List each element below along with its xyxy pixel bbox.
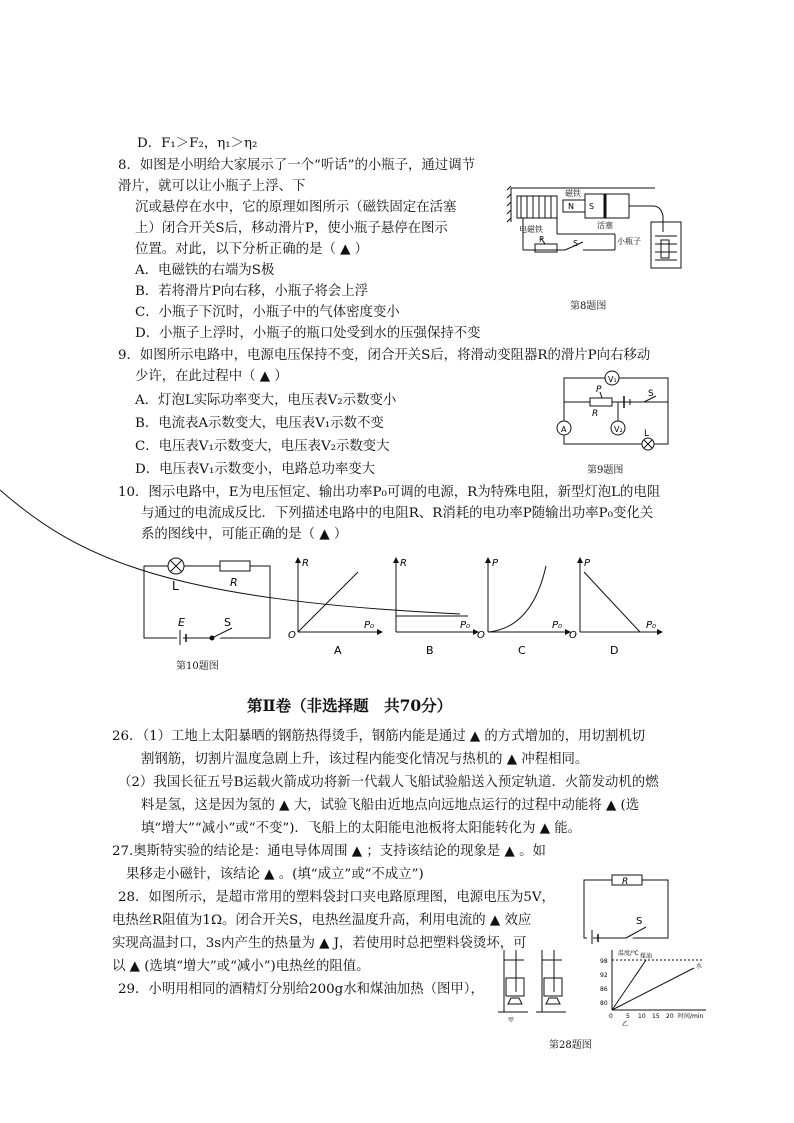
fig28-time-axis: 时间/min — [678, 1013, 704, 1020]
q27-line2: 果移走小磁针，该结论 ▲ 。(填“成立”或“不成立”) — [126, 867, 424, 882]
fig28-tick-92: 92 — [600, 972, 608, 979]
q28-line4: 以 ▲ (选填“增大”或“减小”)电热丝的阻值。 — [112, 959, 370, 974]
fig28-caption: 第28题图 — [549, 1040, 592, 1051]
graph-c-y-label: P — [492, 558, 499, 569]
fig10-resistor-label: R — [230, 576, 238, 589]
graph-a-letter: A — [334, 644, 342, 657]
graph-c-letter: C — [518, 644, 526, 657]
fig28-circuit-diagram — [580, 872, 672, 944]
fig8-slider-label: P — [539, 235, 544, 244]
fig28-jia-label: 甲 — [508, 1017, 515, 1024]
fig9-circuit-diagram — [552, 370, 676, 456]
graph-a-x-label: P₀ — [364, 620, 375, 631]
fig28-experiment-figure — [494, 946, 716, 1032]
q10-stem-line2: 与通过的电流成反比．下列描述电路中的电阻R、R消耗的电功率P随输出功率P₀变化关 — [141, 506, 654, 521]
graph-b-letter: B — [426, 644, 434, 657]
fig8-magnet-label: 磁铁 — [565, 189, 581, 198]
graph-b-x-label: P₀ — [460, 620, 471, 631]
q28-line2: 电热丝R阻值为1Ω。闭合开关S，电热丝温度升高，利用电流的 ▲ 效应 — [112, 913, 532, 928]
q28-line3: 实现高温封口，3s内产生的热量为 ▲ J，若使用时总把塑料袋烫坏，可 — [112, 936, 527, 951]
graph-d-letter: D — [610, 644, 619, 657]
graph-d-line — [584, 572, 640, 632]
q7-option-d: D．F₁＞F₂，η₁＞η₂ — [137, 136, 258, 151]
fig10-switch-label: S — [224, 616, 231, 629]
graph-c-x-label: P₀ — [552, 620, 563, 631]
fig10-source-label: E — [178, 616, 185, 629]
fig28-tick-x0: 0 — [609, 1013, 613, 1020]
graph-b-y-label: R — [400, 558, 407, 569]
fig9-v2-meter: V₂ — [614, 425, 623, 434]
q29-line1: 29．小明用相同的酒精灯分别给200g水和煤油加热（图甲）， — [118, 982, 484, 997]
fig28-tick-x15: 15 — [652, 1013, 660, 1020]
q10-stem-line3: 系的图线中，可能正确的是（ ▲ ） — [141, 527, 348, 542]
fig9-switch-label: S — [648, 389, 654, 399]
q8-option-d: D．小瓶子上浮时，小瓶子的瓶口处受到水的压强保持不变 — [135, 326, 481, 341]
fig28-tick-x10: 10 — [638, 1013, 646, 1020]
graph-a-origin: O — [288, 630, 296, 641]
q9-stem-line1: 9．如图所示电路中，电源电压保持不变，闭合开关S后，将滑动变阻器R的滑片P向右移动 — [118, 348, 651, 363]
q9-stem-line2: 少许，在此过程中（ ▲ ） — [135, 369, 288, 384]
q26-part2-line1: （2）我国长征五号B运载火箭成功将新一代载人飞船试验船送入预定轨道．火箭发动机的燃 — [118, 775, 659, 790]
fig8-caption: 第8题图 — [570, 301, 607, 312]
q28-line1: 28．如图所示，是超市常用的塑料袋封口夹电路原理图，电源电压为5V， — [118, 890, 555, 905]
q8-option-a: A．电磁铁的右端为S极 — [135, 263, 275, 278]
fig9-v1-meter: V₁ — [608, 375, 617, 384]
q8-stem-line3: 沉或悬停在水中，它的原理如图所示（磁铁固定在活塞 — [135, 200, 457, 215]
fig28-yi-label: 乙 — [622, 1021, 629, 1028]
fig28-switch-label: S — [636, 916, 643, 927]
q8-stem-line4: 上）闭合开关S后，移动滑片P，使小瓶子悬停在图示 — [135, 221, 448, 236]
fig9-slider-label: P — [596, 385, 602, 395]
fig8-bottle-label: 小瓶子 — [617, 237, 641, 246]
q26-part1-line2: 割钢筋，切割片温度急剧上升，该过程内能变化情况与热机的 ▲ 冲程相同。 — [141, 752, 589, 767]
fig9-resistor-label: R — [592, 409, 599, 419]
fig8-n-pole: N — [568, 202, 574, 211]
fig8-s-pole: S — [589, 202, 595, 211]
fig28-water-label: 水 — [696, 963, 703, 970]
fig8-circuit-diagram — [505, 176, 691, 302]
graph-d-y-label: P — [584, 558, 591, 569]
graph-d-x-label: P₀ — [646, 620, 657, 631]
fig28-tick-x20: 20 — [666, 1013, 674, 1020]
graph-a-y-label: R — [302, 558, 309, 569]
q8-option-b: B．若将滑片P向右移，小瓶子将会上浮 — [135, 284, 369, 299]
fig9-lamp-label: L — [644, 429, 650, 439]
fig28-tick-98: 98 — [600, 958, 608, 965]
q9-option-c: C．电压表V₁示数变大，电压表V₂示数变大 — [135, 439, 390, 454]
q8-stem-line2: 滑片，就可以让小瓶子上浮、下 — [118, 179, 306, 194]
fig28-tick-x5: 5 — [626, 1013, 630, 1020]
q8-stem-line1: 8．如图是小明给大家展示了一个“听话”的小瓶子，通过调节 — [118, 158, 475, 173]
q27-line1: 27.奥斯特实验的结论是：通电导体周围 ▲ ；支持该结论的现象是 ▲ 。如 — [112, 844, 546, 859]
fig28-tick-86: 86 — [600, 986, 608, 993]
q8-stem-line5: 位置。对此，以下分析正确的是（ ▲ ） — [135, 242, 369, 257]
q10-stem-line1: 10．图示电路中，E为电压恒定、输出功率P₀可调的电源，R为特殊电阻，新型灯泡L的电阻 — [118, 485, 661, 500]
q9-option-b: B．电流表A示数变大，电压表V₁示数不变 — [135, 416, 384, 431]
fig10-caption: 第10题图 — [176, 661, 219, 672]
graph-c-origin: O — [477, 630, 485, 641]
graph-c-curve — [488, 566, 546, 632]
fig28-kerosene-label: 煤油 — [640, 953, 653, 960]
q9-option-d: D．电压表V₁示数变小，电路总功率变大 — [135, 462, 376, 477]
q26-part1-line1: 26．（1）工地上太阳暴晒的钢筋热得烫手，钢筋内能是通过 ▲ 的方式增加的，用切割机切 — [112, 729, 646, 744]
stray-curve — [0, 480, 470, 630]
fig10-lamp-label: L — [172, 579, 179, 593]
q9-option-a: A．灯泡L实际功率变大，电压表V₂示数变小 — [135, 393, 397, 408]
fig9-caption: 第9题图 — [587, 465, 624, 476]
fig8-piston-label: 活塞 — [597, 221, 613, 230]
fig8-switch-label: S — [573, 239, 579, 248]
q26-part2-line3: 填“增大”“减小”或“不变”)．飞船上的太阳能电池板将太阳能转化为 ▲ 能。 — [141, 821, 582, 836]
graph-d-origin: O — [569, 630, 577, 641]
q26-part2-line2: 料是氢，这是因为氢的 ▲ 大，试验飞船由近地点向远地点运行的过程中动能将 ▲ (选 — [141, 798, 640, 813]
section-title: 第Ⅱ卷（非选择题 共70分） — [247, 696, 453, 715]
fig28-temp-axis: 温度/℃ — [618, 950, 639, 957]
fig9-ammeter: A — [561, 425, 567, 434]
q8-option-c: C．小瓶子下沉时，小瓶子中的气体密度变小 — [135, 305, 400, 320]
fig8-electromagnet-label: 电磁铁 — [519, 225, 543, 234]
fig28-tick-80: 80 — [600, 1000, 608, 1007]
fig28-resistor-label: R — [622, 877, 629, 887]
